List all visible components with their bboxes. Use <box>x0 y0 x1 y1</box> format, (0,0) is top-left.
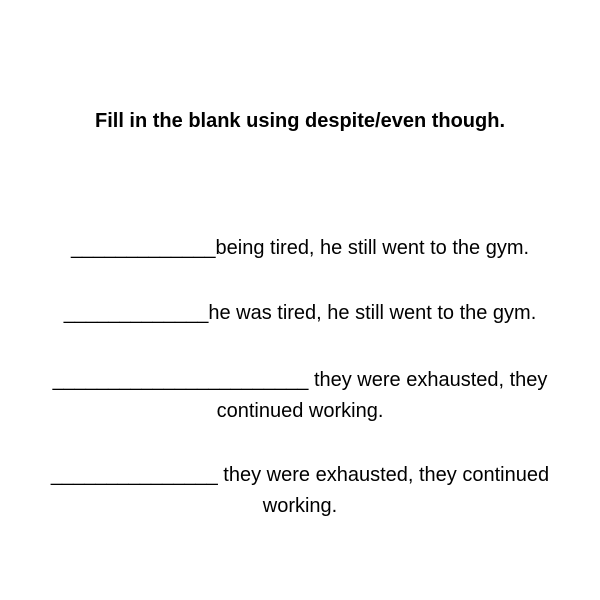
question-4-line-1: _______________ they were exhausted, they continued <box>50 464 550 486</box>
question-1: _____________being tired, he still went to the gym. <box>70 237 530 259</box>
question-2: _____________he was tired, he still went to the gym. <box>63 302 537 324</box>
question-3-line-2: continued working. <box>216 400 384 422</box>
worksheet-title: Fill in the blank using despite/even though. <box>94 110 506 132</box>
question-3-line-1: _______________________ they were exhausted, they <box>52 369 548 391</box>
question-4-line-2: working. <box>262 495 338 517</box>
